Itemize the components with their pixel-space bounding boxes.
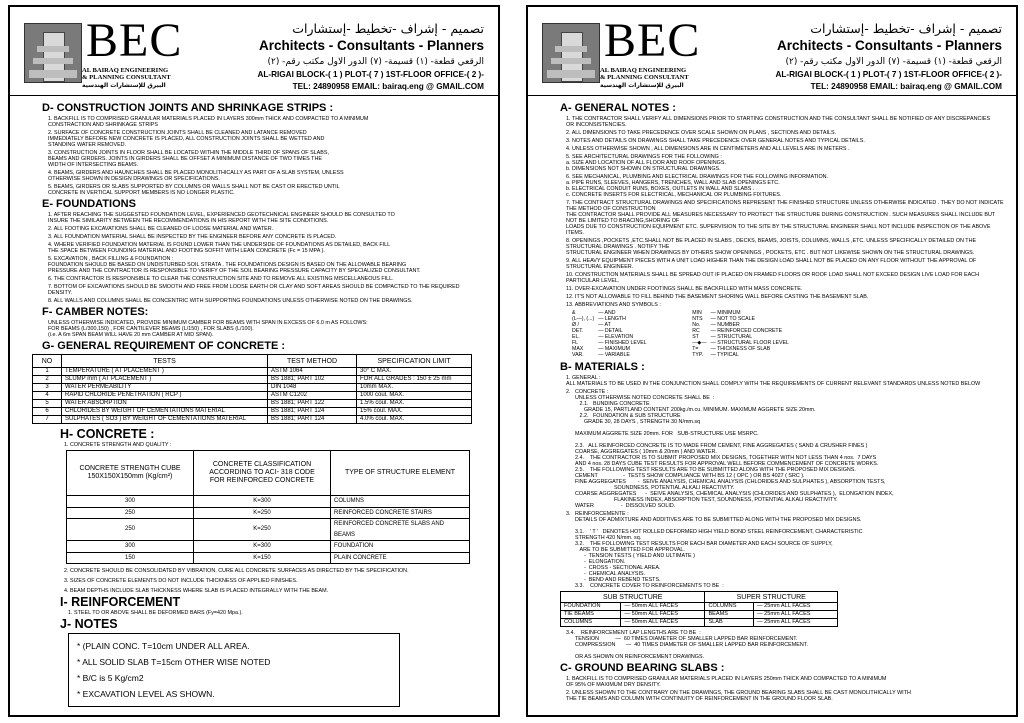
table-row [67, 519, 470, 541]
section-h-title: H- CONCRETE : [60, 427, 155, 441]
note-line: * ALL SOLID SLAB T=15cm OTHER WISE NOTED [77, 657, 271, 667]
table-cell: PLAIN CONCRETE [331, 552, 470, 564]
section-b-title: B- MATERIALS : [560, 361, 645, 373]
column-header: TEST METHOD [268, 355, 357, 368]
note-item: 5. SEE ARCHITECTURAL DRAWINGS FOR THE FOLLOWING : a. SIZE AND LOCATION OF ALL FLOOR AND ROOF OPENINGS. b. DIMENSIONS NOT SHOWN ON STRUCTURAL DRAWINGS. [566, 154, 726, 172]
table-cell: SLAB [705, 619, 754, 627]
table-cell: ASTM 1064 [268, 368, 357, 376]
notes-box [68, 633, 400, 707]
note-item: 4. BEAM DEPTHS INCLUDE SLAB THICKNESS WHERE SLAB IS PLACED INTEGRALLY WITH THE BEAM. [64, 588, 329, 594]
table-cell: RC [692, 328, 700, 334]
table-row [33, 384, 472, 392]
address-arabic: الرقعي قطعة- (١) قسيمة- (٧) الدور الاول مكتب رقم- (٢) [785, 57, 1002, 67]
note-item: 2. ALL DIMENSIONS TO TAKE PRECEDENCE OVER SCALE SHOWN ON PLANS , SECTIONS AND DETAILS. [566, 130, 837, 136]
table-row [33, 400, 472, 408]
table-cell: — MAXIMUM [598, 346, 630, 352]
abbreviations-table [572, 310, 793, 358]
table-cell: 4 [33, 392, 62, 400]
note-item: 13. ABBREVIATIONS AND SYMBOLS : [566, 302, 661, 308]
table-cell: T= [692, 346, 699, 352]
concrete-strength-table [66, 450, 470, 564]
table-cell: 300 [67, 496, 194, 508]
note-item: 8. OPENINGS ,POCKETS ,ETC.SHALL NOT BE PLACED IN SLABS , DECKS, BEAMS, JOISTS, COLUMNS, WALLS ,ETC. UNLESS SPECIFICALLY DETAILED ON THE STRUCTURAL DRAWINGS . NOTIFY THE STRUCTURAL ENGINEER WHEN DRAWINGS BY OTHERS SHOW OPENINGS , POCKETS, ETC . BUT NOT LIKEWISE SHOWN ON THE STRUCTURAL DRAWINGS. [566, 238, 977, 256]
table-cell: WATER ABSORPTION [62, 400, 268, 408]
column-header: NO [33, 355, 62, 368]
section-g-title: G- GENERAL REQUIREMENT OF CONCRETE : [42, 340, 286, 352]
table-cell: REINFORCED CONCRETE STAIRS [331, 507, 470, 519]
note-item: 2. CONCRETE SHOULD BE CONSOLIDATED BY VIBRATION. CURE ALL CONCRETE SURFACES AS DIRECTED BY THE SPECIFICATION. [64, 568, 409, 574]
table-header-row [67, 451, 470, 496]
table-cell: TYP. [692, 352, 704, 358]
table-cell: 1000 coul. MAX. [357, 392, 472, 400]
note-item: 1. BACKFILL IS TO COMPRISED GRANULAR MATERIALS PLACED IN LAYERS 300mm THICK AND COMPACTED TO A MINIMUM CONSTRACTION AND SHRINKAGE STRIPS [48, 116, 369, 128]
table-cell: FL [572, 340, 579, 346]
company-name-line1: AL BAIRAQ ENGINEERING [82, 67, 169, 74]
note-item: 1. THE CONTRACTOR SHALL VERIFY ALL DIMENSIONS PRIOR TO STARTING CONSTRUCTION AND THE CONSULTANT SHALL BE NOTIFIED OF ANY DISCREPANCIES OR INCONSISTENCIES. [566, 116, 991, 128]
note-item: 1. AFTER REACHING THE SUGGESTED FOUNDATION LEVEL, EXPERIENCED GEOTECHNICAL ENGINEER SHOULD BE CONSULTED TO INSURE THE SIMILARITY BETWEEN THE RECOMMENDATIONS IN HIS REPORT WITH THE SITE CONDITIONS. [48, 212, 395, 224]
column-header: SUB STRUCTURE [561, 592, 705, 603]
table-cell: — THICKNESS OF SLAB [710, 346, 771, 352]
column-header: TYPE OF STRUCTURE ELEMENT [331, 451, 470, 496]
table-cell: — NOT TO SCALE [710, 316, 755, 322]
column-header: SPECIFICATION LIMIT [357, 355, 472, 368]
table-header-row [33, 355, 472, 368]
note-item: 3. SIZES OF CONCRETE ELEMENTS DO NOT INCLUDE THICKNESS OF APPLIED FINISHES. [64, 578, 298, 584]
column-header: CONCRETE STRENGTH CUBE 150X150X150mm (Kg/cm²) [67, 451, 194, 496]
note-item: 2. ALL FOOTING EXCAVATIONS SHALL BE CLEANED OF LOOSE MATERIAL AND WATER. [48, 226, 274, 232]
section-e-title: E- FOUNDATIONS [42, 198, 136, 210]
note-item: 3. REINFORCEMENTE : DETAILS OF ADMIXTURE AND ADDITIVES ARE TO BE SUBMITTED ALONG WITH THE PROPOSED MIX DESIGNS. 3.1. ' T ' DENOTES HOT ROLLED DEFORMED HIGH YIELD BOND STEEL REINFORCEMENT, CHARACTERISTIC STRENGTH 420 N/mm. sq. 3.2. THE FOLLOWING TEST RESULTS FOR EACH BAR DIAMETER AND EACH SOURCE OF SUPPLY, ARE TO BE SUBMITTED FOR APPROVAL. - TENSION TESTS ( YIELD AND ULTIMATE ) - ELONGATION. - CROSS - SECTIONAL AREA. - CHEMICAL ANALYSIS. - BEND AND REBEND TESTS. 3.3. CONCRETE COVER TO REINFORCEMENTS TO BE : [566, 511, 863, 589]
table-cell: 4.0% coul. MAX. [357, 416, 472, 424]
company-name [82, 67, 182, 89]
company-name-line2: & PLANNING CONSULTANT [82, 74, 171, 82]
table-cell: — TYPICAL [710, 352, 739, 358]
contact-line: TEL: 24890958 EMAIL: bairaq.eng @ GMAIL.COM [810, 82, 1002, 91]
table-cell: TIE BEAMS [561, 611, 621, 619]
table-cell: TEMPERATURE ( AT PLACEMENT ) [62, 368, 268, 376]
address: AL-RIGAI BLOCK-( 1 ) PLOT-( 7 ) 1ST-FLOOR OFFICE-( 2 )- [775, 70, 1002, 79]
table-cell: — NUMBER [710, 322, 740, 328]
table-cell: SULPHATES ( SO3 ) BY WEIGHT OF CEMENTATIONS MATERIAL [62, 416, 268, 424]
table-cell: ST [692, 334, 699, 340]
table-cell: — 50mm ALL FACES [621, 619, 705, 627]
table-cell: — AND [598, 310, 616, 316]
note-item: 3. ALL FOUNDATION MATERIAL SHALL BE INSPECTED BY THE ENGINEER BEFORE ANY CONCRETE IS PLACED. [48, 234, 337, 240]
table-cell: FOR ALL GRADES : 150 ± 25 mm [357, 376, 472, 384]
table-cell: — AT [598, 322, 611, 328]
table-cell: K=250 [194, 519, 331, 541]
table-cell: (L—), (...) [572, 316, 595, 322]
contact-line: TEL: 24890958 EMAIL: bairaq.eng @ GMAIL.COM [292, 82, 484, 91]
note-item: 2. SURFACE OF CONCRETE CONSTRUCTION JOINTS SHALL BE CLEANED AND LATANCE REMOVED IMMEDIATELY BEFORE NEW CONCRETE IS PLACED, ALL CONSTRUCTION JOINTS SHALL BE WETTED AND STANDING WATER REMOVED. [48, 130, 325, 148]
table-row [561, 611, 838, 619]
title-block-header [10, 7, 498, 96]
section-i-title: I- REINFORCEMENT [60, 595, 181, 609]
column-header: SUPER STRUCTURE [705, 592, 838, 603]
note-item: 6. THE CONTRACTOR IS RESPONSIBLE TO CLEAR THE CONSTRUCTION SITE AND TO REMOVE ALL EXISTING MISCELLANEOUS FILL. [48, 276, 394, 282]
table-cell: 1 [33, 368, 62, 376]
table-cell: 250 [67, 507, 194, 519]
table-cell: 2 [33, 376, 62, 384]
company-logo-text: BEC [86, 14, 183, 67]
table-cell: REINFORCED CONCRETE SLABS AND BEAMS [331, 519, 470, 541]
note-item: 8. ALL WALLS AND COLUMNS SHALL BE CONCENTRIC WITH SUPPORTING FOUNDATIONS UNLESS OTHERWISE NOTED ON THE DRAWINGS. [48, 298, 413, 304]
table-cell: RAPID CHLORIDE PENETRATION ( RCP ) [62, 392, 268, 400]
table-cell: Ø / [572, 322, 579, 328]
column-header: TESTS [62, 355, 268, 368]
note-item: 4. WHERE VERIFIED FOUNDATION MATERIAL IS FOUND LOWER THAN THE UNDERSIDE OF FOUNDATIONS AS DETAILED, BACK FILL THE SPACE BETWEEN FOUNDING MATERIAL AND FOOTING SOFFIT WITH LEAN CONCRETE (Fc = 15 MPA ). [48, 242, 391, 254]
left-notes-content [26, 100, 486, 713]
firm-title: Architects - Consultants - Planners [258, 38, 484, 53]
table-cell: K=300 [194, 496, 331, 508]
table-cell: — 50mm ALL FACES [621, 603, 705, 611]
section-c-title: C- GROUND BEARING SLABS : [560, 662, 725, 674]
address: AL-RIGAI BLOCK-( 1 ) PLOT-( 7 ) 1ST-FLOOR OFFICE-( 2 )- [257, 70, 484, 79]
note-item: 10. CONSTRUCTION MATERIALS SHALL BE SPREAD OUT IF PLACED ON FRAMED FLOORS OR ROOF LOAD SHALL NOT EXCEED DESIGN LIVE LOAD FOR EACH PARTICULAR LEVEL. [566, 272, 979, 284]
building-logo-icon [24, 23, 82, 83]
table-cell: 1.5% coul. MAX. [357, 400, 472, 408]
section-j-title: J- NOTES [60, 617, 118, 631]
table-row [561, 619, 838, 627]
table-cell: 6 [33, 408, 62, 416]
table-cell: 250 [67, 519, 194, 541]
table-cell: — 50mm ALL FACES [621, 611, 705, 619]
note-item: 5. BEAMS, GIRDERS OR SLABS SUPPORTED BY COLUMNS OR WALLS SHALL NOT BE CAST OR ERECTED UNTIL CONCRETE IN VERTICAL SUPPORT MEMBERS IS NO LONGER PLASTIC. [48, 184, 340, 196]
table-cell: — STRUCTURAL FLOOR LEVEL [710, 340, 789, 346]
section-a-title: A- GENERAL NOTES : [560, 102, 676, 114]
table-cell: — 25mm ALL FACES [753, 611, 837, 619]
note-item: 3. CONSTRUCTION JOINTS IN FLOOR SHALL BE LOCATED WITHIN THE MIDDLE THIRD OF SPANS OF SLABS, BEAMS AND GIRDERS. JOINTS IN GIRDERS SHALL BE OFFSET A MINIMUM DISTANCE OF TWO TIMES THE WIDTH OF INTERSECTING BEAMS. [48, 150, 329, 168]
note-line: * (PLAIN CONC. T=10cm UNDER ALL AREA. [77, 641, 250, 651]
services-arabic: تصميم - إشراف -تخطيط -إستشارات [292, 21, 484, 36]
table-cell: 15% coul. MAX. [357, 408, 472, 416]
table-cell: — 25mm ALL FACES [753, 619, 837, 627]
table-cell: K=250 [194, 507, 331, 519]
table-cell: WATER PERMEABILITY [62, 384, 268, 392]
camber-note: UNLESS OTHERWISE INDICATED, PROVIDE MINIMUM CAMBER FOR BEAMS WITH SPAN IN EXCESS OF 6.0 m AS FOLLOWS: FOR BEAMS (L/300,150) , FOR CANTILEVER BEAMS (L/150) , FOR SLABS (L/100). (i.e. A 6m SPAN BEAM WILL HAVE 20 mm CAMBER AT MID SPAN). [48, 320, 368, 338]
address-arabic: الرقعي قطعة- (١) قسيمة- (٧) الدور الاول مكتب رقم- (٢) [267, 57, 484, 67]
right-notes-content [544, 100, 1004, 713]
company-name-line2: & PLANNING CONSULTANT [600, 74, 689, 82]
table-cell: K=150 [194, 552, 331, 564]
note-item: 4. UNLESS OTHERWISE SHOWN , ALL DIMENSIONS ARE IN CENTIMETERS AND ALL LEVELS ARE IN METERS . [566, 146, 850, 152]
table-row [561, 603, 838, 611]
table-cell: & [572, 310, 576, 316]
table-row [67, 507, 470, 519]
table-header-row [561, 592, 838, 603]
table-cell: — FINISHED LEVEL [598, 340, 647, 346]
table-cell: — REINFORCED CONCRETE [710, 328, 783, 334]
company-logo-text: BEC [604, 14, 701, 67]
table-cell: EL. [572, 334, 580, 340]
table-cell: BEAMS [705, 611, 754, 619]
table-cell: COLUMNS [705, 603, 754, 611]
table-row [67, 552, 470, 564]
table-row [33, 392, 472, 400]
note-item: 12. IT'S NOT ALLOWABLE TO FILL BEHIND THE BASEMENT SHORING WALL BEFORE CASTING THE BASEMENT SLAB. [566, 294, 869, 300]
note-item: 9. ALL HEAVY EQUIPMENT PIECES WITH A UNIT LOAD HIGHER THAN THE DESIGN LOAD SHALL NOT BE PLACED ON ANY FLOOR WITHOUT THE APPROVAL OF STRUCTURAL ENGINEER. [566, 258, 977, 270]
note-item: 2. UNLESS SHOWN TO THE CONTRARY ON THE DRAWINGS, THE GROUND BEARING SLABS SHALL BE CAST MONOLITHICALLY WITH THE TIE BEAMS AND COLUMN WITH CONTINUITY OF REINFORCEMENT IN THE GROUND FLOOR SLAB. [566, 690, 911, 702]
note-item: 7. THE CONTRACT STRUCTURAL DRAWINGS AND SPECIFICATIONS REPRESENT THE FINISHED STRUCTURE UNLESS OTHERWISE INDICATED . THEY DO NOT INDICATE THE METHOD OF CONSTRUCTION THE CONTRACTOR SHALL PROVIDE ALL MEASURES NECESSARY TO PROTECT THE STRUCTURE DURING CONSTRUCTION . SUCH MEASURES SHALL INCLUDE BUT NOT BE LIMITED TO BRACING,SHORING OF LOADS DUE TO CONSTRUCTION EQUIPMENT ETC. SUPERVISION TO THE SITE BY THE STRUCTURAL ENGINEER SHALL NOT INCLUDE INSPECTION OF THE ABOVE ITEMS. [566, 200, 1004, 236]
company-name-line1: AL BAIRAQ ENGINEERING [600, 67, 687, 74]
table-cell: FOUNDATION [561, 603, 621, 611]
table-row [33, 376, 472, 384]
table-cell: 150 [67, 552, 194, 564]
note-item: 7. BOTTOM OF EXCAVATIONS SHOULD BE SMOOTH AND FREE FROM LOOSE EARTH OR CLAY AND SOFT AREAS SHOULD BE COMPACTED TO THE REQUIRED DENSITY. [48, 284, 460, 296]
company-name [600, 67, 700, 89]
company-name-arabic: البيرق للإستشارات الهندسية [82, 81, 166, 89]
table-cell: BS 1881; PART 124 [268, 416, 357, 424]
table-cell: 7 [33, 416, 62, 424]
note-item: 3. NOTES AND DETAILS ON DRAWINGS SHALL TAKE PRECEDENCE OVER GENERAL NOTES AND TYPICAL DETAILS. [566, 138, 865, 144]
concrete-cover-table [560, 591, 838, 627]
section-d-title: D- CONSTRUCTION JOINTS AND SHRINKAGE STRIPS : [42, 102, 334, 114]
table-row [33, 416, 472, 424]
note-item: 1. STEEL TO OR ABOVE SHALL BE DEFORMED BARS (Fy=420 Mpa.). [68, 610, 243, 616]
right-sheet [526, 5, 1018, 717]
note-item: 1. CONCRETE STRENGTH AND QUALITY : [64, 442, 172, 448]
note-item: 6. SEE MECHANICAL, PLUMBING AND ELECTRICAL DRAWINGS FOR THE FOLLOWING INFORMATION. a. PIPE RUNS, SLEEVES, HANGERS, TRENCHES, WALL AND SLAB OPENINGS ETC. b. ELECTRICAL CONDUIT RUNS, BOXES, OUTLETS IN WALL AND SLABS . c. CONCRETE INSERTS FOR ELECTRICAL, MECHANICAL OR PLUMBING FIXTURES. [566, 174, 829, 198]
table-cell: SLUMP mm ( AT PLACEMENT ) [62, 376, 268, 384]
concrete-requirements-table [32, 354, 472, 424]
table-cell: — STRUCTURAL [710, 334, 753, 340]
services-arabic: تصميم - إشراف -تخطيط -إستشارات [810, 21, 1002, 36]
table-cell: BS 1881; PART 124 [268, 408, 357, 416]
left-sheet [8, 5, 500, 717]
table-cell: DIN 1048 [268, 384, 357, 392]
table-row [33, 368, 472, 376]
table-cell: —◆— [692, 340, 707, 346]
note-item: 5. EXCAVATION , BACK FILLING & FOUNDATION : FOUNDATION SHOULD BE BASED ON UNDISTURBED SOIL STRATA . THE FOUNDATIONS DESIGN IS BASED ON THE ALLOWABLE BEARING PRESSURE AND THE CONTRACTOR IS RESPONSIBLE TO VERIFY OF THE SOIL BEARING PRESSURE CAPACITY BY SPECIALIZED CONSULTANT. [48, 256, 421, 274]
note-line: * B/C is 5 Kg/cm2 [77, 673, 144, 683]
table-cell: 10mm MAX. [357, 384, 472, 392]
table-cell: K=300 [194, 541, 331, 553]
table-row [67, 496, 470, 508]
table-cell: — DETAIL [598, 328, 623, 334]
table-cell: COLUMNS [331, 496, 470, 508]
table-cell: BS 1881; PART 122 [268, 400, 357, 408]
building-logo-icon [542, 23, 600, 83]
table-row [33, 408, 472, 416]
table-row [572, 352, 793, 358]
table-cell: NTS [692, 316, 703, 322]
table-cell: CHLORIDES BY WEIGHT OF CEMENTATIONS MATERIAL [62, 408, 268, 416]
table-cell: DET. [572, 328, 584, 334]
note-item: 11. OVER-EXCAVATION UNDER FOOTINGS SHALL BE BACKFILLED WITH MASS CONCRETE. [566, 286, 803, 292]
note-item: 1. BACKFILL IS TO COMPRISED GRANULAR MATERIALS PLACED IN LAYERS 250mm THICK AND COMPACTED TO A MINIMUM OF 95% OF MAXIMUM DRY DENSITY. [566, 676, 887, 688]
table-cell: — MINIMUM [710, 310, 741, 316]
table-cell: — ELEVATION [598, 334, 634, 340]
note-line: * EXCAVATION LEVEL AS SHOWN. [77, 689, 215, 699]
table-cell: MIN [692, 310, 702, 316]
company-name-arabic: البيرق للإستشارات الهندسية [600, 81, 684, 89]
table-cell: — VARIABLE [598, 352, 630, 358]
firm-title: Architects - Consultants - Planners [776, 38, 1002, 53]
table-cell: BS 1881; PART 102 [268, 376, 357, 384]
table-cell: COLUMNS [561, 619, 621, 627]
section-f-title: F- CAMBER NOTES: [42, 306, 149, 318]
table-cell: 5 [33, 400, 62, 408]
table-cell: MAX [572, 346, 584, 352]
table-cell: FOUNDATION [331, 541, 470, 553]
table-row [67, 541, 470, 553]
lap-length-note: 3.4. REINFORCEMENT LAP LENGTHS ARE TO BE : TENSION — 60 TIMES DIAMETER OF SMALLER LAPPED BAR REINFORCEMENT. COMPRESSION — 40 TIMES DIAMETER OF SMALLER LAPPED BAR REINFORCEMENT. OR AS SHOWN ON REINFORCEMENT DRAWINGS. [566, 630, 808, 660]
table-cell: ASTM C1202 [268, 392, 357, 400]
table-cell: 30° C MAX. [357, 368, 472, 376]
table-cell: 300 [67, 541, 194, 553]
column-header: CONCRETE CLASSIFICATION ACCORDING TO ACI- 318 CODE FOR REINFORCED CONCRETE [194, 451, 331, 496]
table-cell: — 25mm ALL FACES [753, 603, 837, 611]
title-block-header [528, 7, 1016, 96]
note-item: 2. CONCRETE : UNLESS OTHERWISE NOTED CONCRETE SHALL BE : 2.1. BUNDING CONCRETE GRADE 15, PARTLAND CONTENT 200kg./m.cu. MINIMUM. MAXIMUM AGGRETE SIZE 20mm. 2.2. FOUNDATION & SUB STRUCTURE GRADE 30, 28 DAYS , STRENGTH 30 N/mm.sq MAXIMUM AGGRETE SIZE 20mm. FOR SUB-STRUCTURE USE MSRPC. 2.3. ALL REINFORCED CONCRETE IS TO MADE FROM CEMENT, FINE AGGREGATES ( SAND & CRUSHER FINES ) COARSE, AGGREGATES ( 10mm & 20mm ) AND WATER. 2.4. THE CONTRACTOR IS TO SUBMIT PROPOSED MIX DESIGNS, TOGETHER WITH NOT LESS THAN 4 nos. 7 DAYS AND 4 nos. 28 DAYS CUBE TEST RESULTS FOR APPROVAL WELL BEFORE COMMENCEMENT OF CONCRETE WORKS. 2.5. THE FOLLOWING TEST RESULTS ARE TO BE SUBMITTED ALONG WITH THE PROPOSED MIX DESIGNS. CEMENT - TESTS SHOW COMPLIANCE WITH BS 12 ( OPC ) OR BS 4027 ( SRC ). FINE AGGREGATES - SEIVE ANALYSIS, CHEMICAL ANALYSIS (CHLORIDES AND SULPHATES ), ABSORPTION TESTS, SOUNDNESS, POTENTIAL ALKALI REACTIVITY. COARSE AGGREGATES - SEIVE ANALYSIS, CHEMICAL ANALYSIS (CHLORIDES AND SULPHATES ), ELONGATION INDEX, FLAKINESS INDEX, ABSORPTION TEST, SOUNDNESS, POTENTIAL ALKALI REACTIVITY. WATER - DISSOLVED SOLID. [566, 389, 894, 509]
note-item: 1. GENERAL : ALL MATERIALS TO BE USED IN THE CONJUNCTION SHALL COMPLY WITH THE REQUIREMENTS OF CURRENT RELEVANT STANDARDS UNLESS NOTED BELOW [566, 375, 981, 387]
table-cell: 3 [33, 384, 62, 392]
note-item: 4. BEAMS, GIRDERS AND HAUNCHES SHALL BE PLACED MONOLITHICALLY AS PART OF A SLAB SYSTEM, UNLESS OTHERWISE SHOWN IN DESIGN DRAWINGS OR SPECIFICATIONS. [48, 170, 344, 182]
table-cell: VAR. [572, 352, 584, 358]
table-cell: No. [692, 322, 701, 328]
table-cell: — LENGTH [598, 316, 626, 322]
